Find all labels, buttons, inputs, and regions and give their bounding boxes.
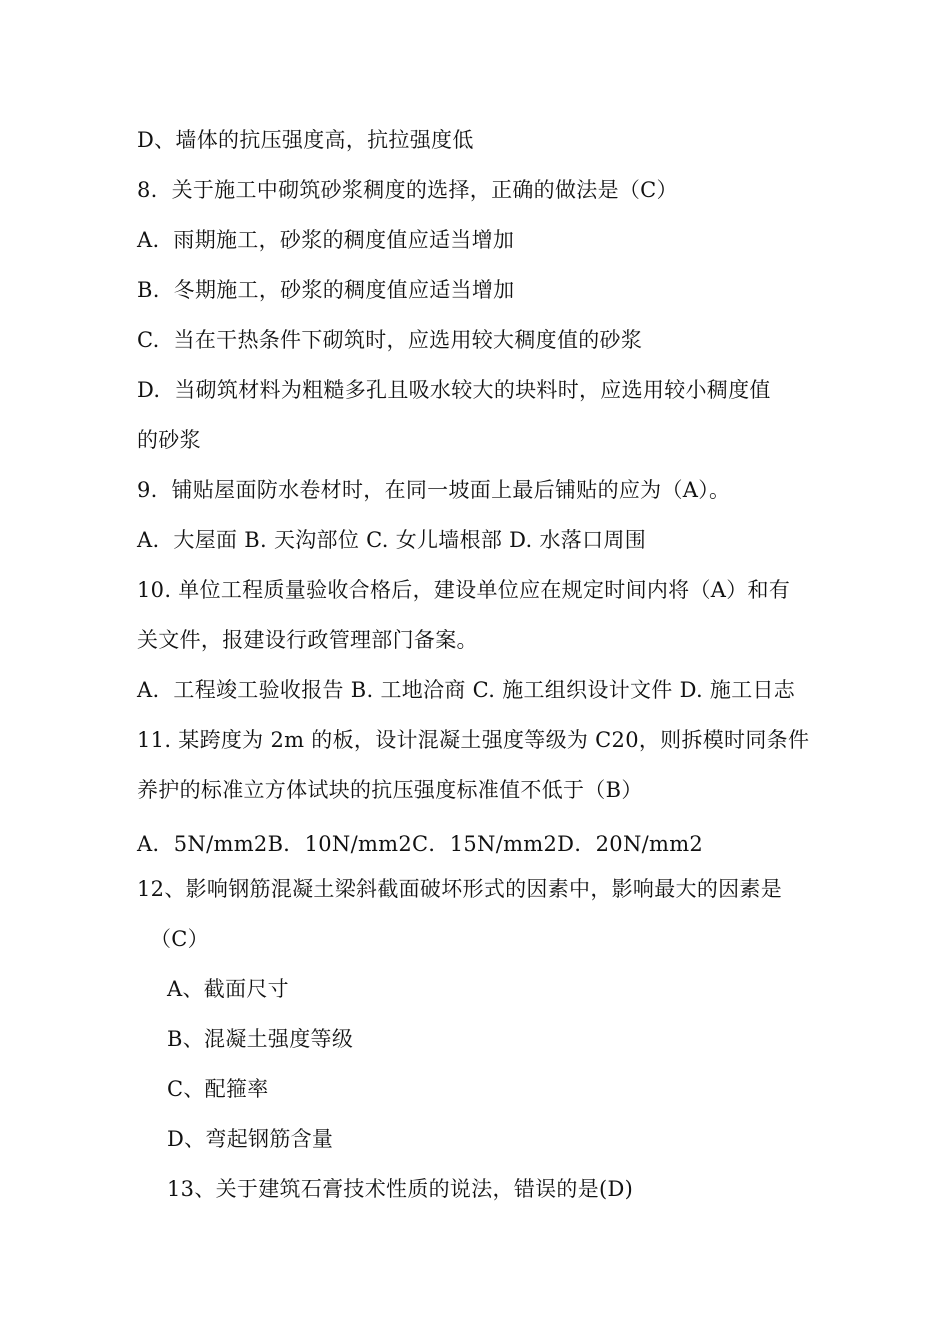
question-11: 11. 某跨度为 2m 的板，设计混凝土强度等级为 C20，则拆模时同条件	[137, 728, 810, 752]
question-12: 12、影响钢筋混凝土梁斜截面破坏形式的因素中，影响最大的因素是	[137, 877, 783, 901]
q8-option-b: B. 冬期施工，砂浆的稠度值应适当增加	[137, 278, 515, 302]
answer-option-d-prev: D、墙体的抗压强度高，抗拉强度低	[137, 128, 474, 152]
q8-option-d: D. 当砌筑材料为粗糙多孔且吸水较大的块料时，应选用较小稠度值	[137, 378, 771, 402]
question-13: 13、关于建筑石膏技术性质的说法，错误的是(D)	[167, 1177, 634, 1201]
q12-option-c: C、配箍率	[167, 1077, 269, 1101]
question-10: 10. 单位工程质量验收合格后，建设单位应在规定时间内将（A）和有	[137, 578, 791, 602]
q10-options: A. 工程竣工验收报告 B. 工地洽商 C. 施工组织设计文件 D. 施工日志	[137, 678, 796, 702]
q9-options: A. 大屋面 B. 天沟部位 C. 女儿墙根部 D. 水落口周围	[137, 528, 647, 552]
q8-option-c: C. 当在干热条件下砌筑时，应选用较大稠度值的砂浆	[137, 328, 643, 352]
q12-option-a: A、截面尺寸	[167, 977, 289, 1001]
question-11-cont: 养护的标准立方体试块的抗压强度标准值不低于（B）	[137, 778, 643, 802]
q8-option-a: A. 雨期施工，砂浆的稠度值应适当增加	[137, 228, 515, 252]
q12-option-d: D、弯起钢筋含量	[167, 1127, 334, 1151]
q8-option-d-cont: 的砂浆	[137, 428, 201, 452]
q11-options: A．5N/mm2B．10N/mm2C．15N/mm2D．20N/mm2	[137, 832, 704, 856]
q12-option-b: B、混凝土强度等级	[167, 1027, 354, 1051]
question-8: 8. 关于施工中砌筑砂浆稠度的选择，正确的做法是（C）	[137, 178, 678, 202]
question-10-cont: 关文件，报建设行政管理部门备案。	[137, 628, 478, 652]
question-9: 9. 铺贴屋面防水卷材时，在同一坡面上最后铺贴的应为（A）。	[137, 478, 731, 502]
question-12-answer: （C）	[150, 927, 209, 951]
